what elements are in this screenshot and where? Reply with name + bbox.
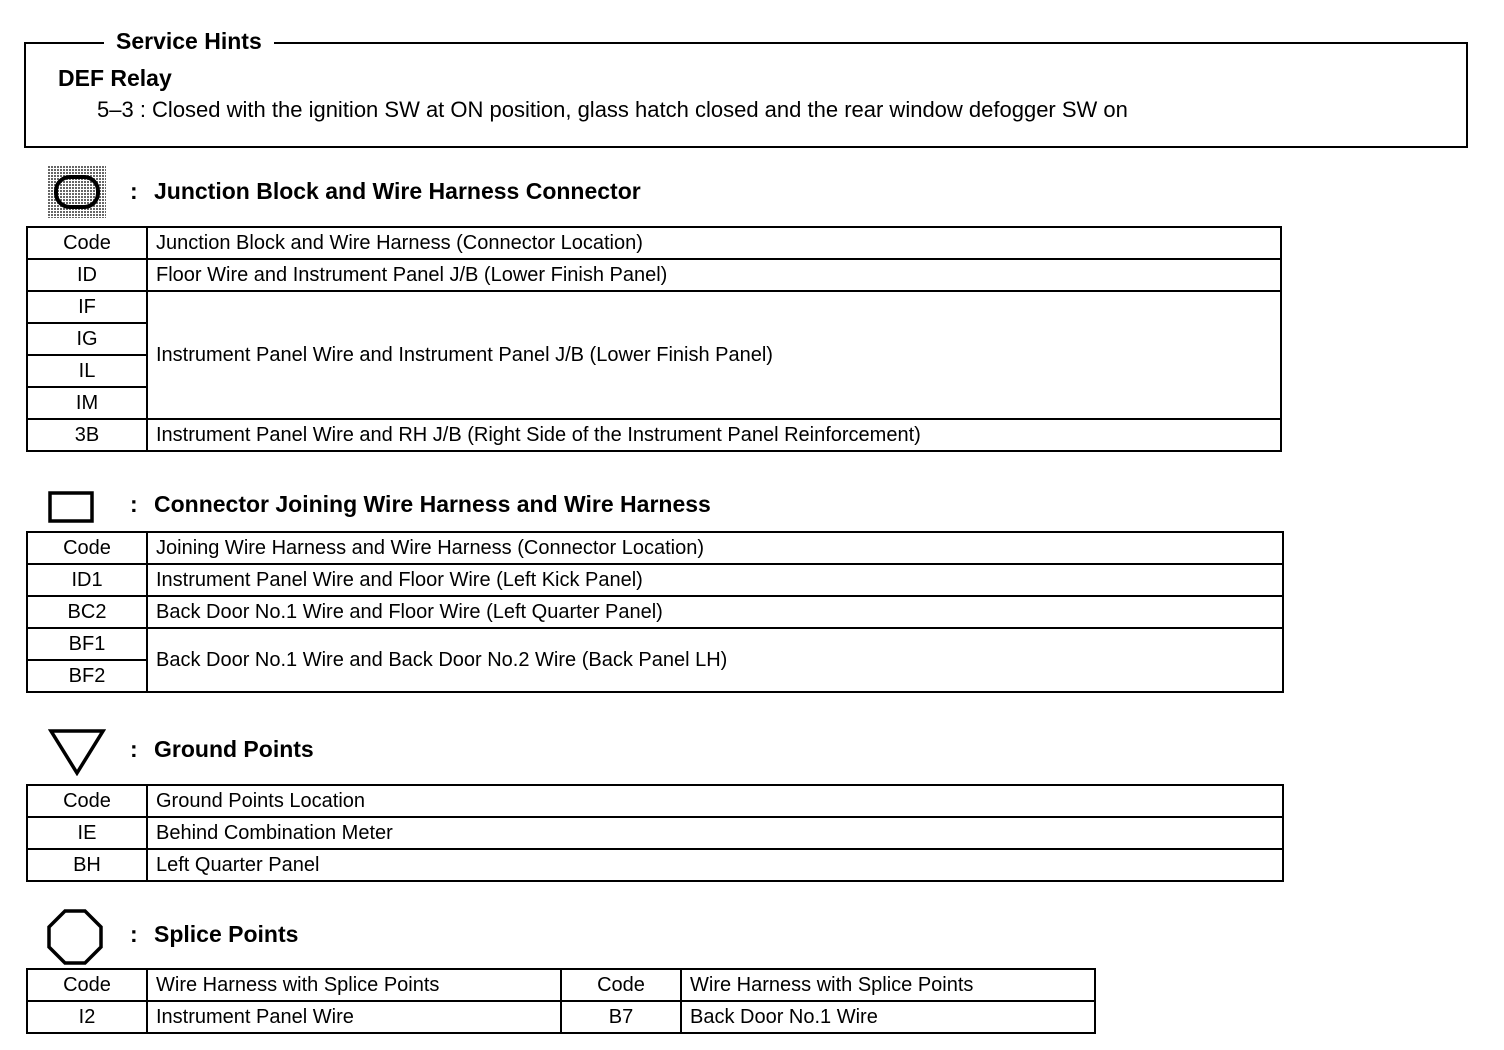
header-desc: Wire Harness with Splice Points (681, 969, 1095, 1001)
splice-points-table (26, 968, 1096, 1034)
table-row (27, 259, 1281, 291)
splice-colon: : (130, 921, 138, 947)
table-row (27, 1001, 1095, 1033)
row-desc: Back Door No.1 Wire (681, 1001, 1095, 1033)
junction-block-icon (48, 166, 106, 218)
splice-octagon-icon (46, 908, 104, 966)
row-desc: Instrument Panel Wire and RH J/B (Right Side of the Instrument Panel Reinforcement) (147, 419, 1281, 451)
row-desc: Back Door No.1 Wire and Floor Wire (Left Quarter Panel) (147, 596, 1283, 628)
service-hints-box (24, 42, 1468, 148)
row-code: B7 (561, 1001, 681, 1033)
table-header-row (27, 227, 1281, 259)
table-row (27, 419, 1281, 451)
row-desc: Instrument Panel Wire and Instrument Panel J/B (Lower Finish Panel) (147, 291, 1281, 419)
junction-block-table (26, 226, 1282, 452)
row-code: IE (27, 817, 147, 849)
table-row (27, 849, 1283, 881)
relay-name: DEF Relay (58, 65, 172, 91)
header-code: Code (27, 785, 147, 817)
table-header-row (27, 532, 1283, 564)
row-desc: Instrument Panel Wire and Floor Wire (Left Kick Panel) (147, 564, 1283, 596)
table-header-row (27, 785, 1283, 817)
header-desc: Ground Points Location (147, 785, 1283, 817)
table-row (27, 628, 1283, 660)
junction-block-colon: : (130, 178, 138, 204)
row-desc: Back Door No.1 Wire and Back Door No.2 Wire (Back Panel LH) (147, 628, 1283, 692)
row-code: ID1 (27, 564, 147, 596)
row-code: IF (27, 291, 147, 323)
connector-heading (130, 491, 711, 518)
ground-colon: : (130, 736, 138, 762)
row-code: ID (27, 259, 147, 291)
row-code: IL (27, 355, 147, 387)
ground-points-table (26, 784, 1284, 882)
table-row (27, 291, 1281, 323)
row-desc: Left Quarter Panel (147, 849, 1283, 881)
table-row (27, 596, 1283, 628)
splice-heading (130, 921, 298, 948)
ground-triangle-icon (48, 728, 106, 776)
connector-title: Connector Joining Wire Harness and Wire Harness (154, 491, 711, 517)
ground-heading (130, 736, 314, 763)
table-row (27, 564, 1283, 596)
header-desc: Junction Block and Wire Harness (Connector Location) (147, 227, 1281, 259)
table-header-row (27, 969, 1095, 1001)
splice-title: Splice Points (154, 921, 299, 947)
row-code: IM (27, 387, 147, 419)
row-desc: Instrument Panel Wire (147, 1001, 561, 1033)
row-code: I2 (27, 1001, 147, 1033)
header-code: Code (561, 969, 681, 1001)
row-code: BC2 (27, 596, 147, 628)
header-code: Code (27, 969, 147, 1001)
header-desc: Wire Harness with Splice Points (147, 969, 561, 1001)
row-code: BF1 (27, 628, 147, 660)
connector-box-icon (48, 491, 94, 523)
connector-colon: : (130, 491, 138, 517)
junction-block-title: Junction Block and Wire Harness Connector (154, 178, 641, 204)
row-code: 3B (27, 419, 147, 451)
header-desc: Joining Wire Harness and Wire Harness (Connector Location) (147, 532, 1283, 564)
connector-table (26, 531, 1284, 693)
relay-hint-text: 5–3 : Closed with the ignition SW at ON position, glass hatch closed and the rear window defogger SW on (97, 97, 1128, 122)
service-hints-title: Service Hints (104, 28, 274, 55)
header-code: Code (27, 532, 147, 564)
row-desc: Floor Wire and Instrument Panel J/B (Lower Finish Panel) (147, 259, 1281, 291)
junction-block-heading (130, 178, 641, 205)
table-row (27, 817, 1283, 849)
row-desc: Behind Combination Meter (147, 817, 1283, 849)
row-code: BH (27, 849, 147, 881)
ground-title: Ground Points (154, 736, 314, 762)
header-code: Code (27, 227, 147, 259)
row-code: BF2 (27, 660, 147, 692)
row-code: IG (27, 323, 147, 355)
